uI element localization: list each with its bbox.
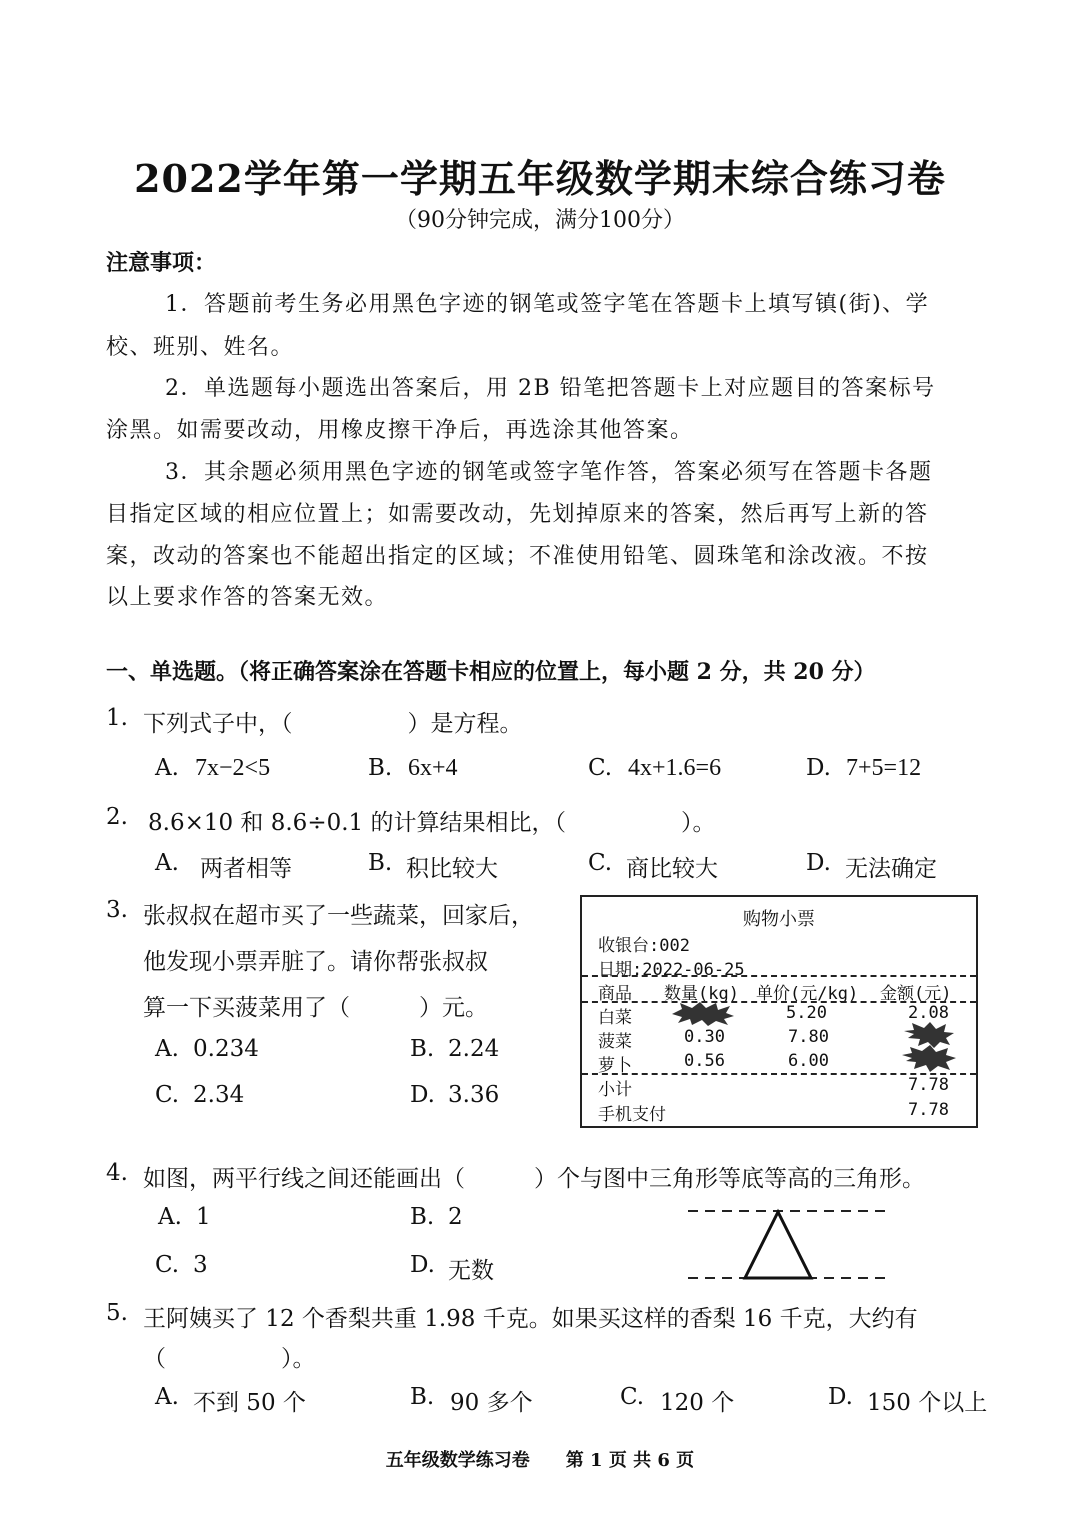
- receipt-item-price: 6.00: [788, 1051, 829, 1071]
- question-text: 王阿姨买了 12 个香梨共重 1.98 千克。如果买这样的香梨 16 千克，大约有: [143, 1306, 918, 1332]
- option-text: 7x−2<5: [195, 755, 271, 781]
- notice-line: 以上要求作答的答案无效。: [106, 585, 389, 610]
- option-label: B.: [410, 1036, 435, 1062]
- option-text: 1: [196, 1204, 211, 1230]
- option-label: B.: [368, 850, 393, 876]
- receipt-item-price: 5.20: [786, 1003, 827, 1023]
- notice-line: 案，改动的答案也不能超出指定的区域；不准使用铅笔、圆珠笔和涂改液。不按: [106, 544, 929, 569]
- receipt-item-name: 菠菜: [598, 1032, 632, 1052]
- question-text: 如图，两平行线之间还能画出（ ）个与图中三角形等底等高的三角形。: [143, 1166, 925, 1192]
- receipt-header: 数量(kg): [664, 984, 739, 1004]
- option-label: A.: [158, 1204, 182, 1230]
- option-text: 商比较大: [626, 856, 718, 882]
- notice-line: 1．答题前考生务必用黑色字迹的钢笔或签字笔在答题卡上填写镇(街)、学: [165, 292, 930, 317]
- receipt-header: 商品: [598, 984, 632, 1004]
- option-label: D.: [806, 755, 831, 781]
- page-footer: 五年级数学练习卷 第 1 页 共 6 页: [385, 1450, 695, 1471]
- question-number: 5.: [106, 1300, 128, 1326]
- option-label: A.: [155, 1036, 179, 1062]
- receipt-date: 日期:2022-06-25: [598, 960, 745, 980]
- question-text: 他发现小票弄脏了。请你帮张叔叔: [143, 949, 488, 975]
- receipt-item-qty: 0.30: [684, 1027, 725, 1047]
- option-label: B.: [368, 755, 393, 781]
- option-label: C.: [620, 1384, 645, 1410]
- question-number: 3.: [106, 897, 128, 923]
- receipt-subtotal: 7.78: [908, 1075, 949, 1095]
- receipt-header: 金额(元): [880, 984, 952, 1004]
- receipt-subtotal-label: 小计: [598, 1080, 632, 1100]
- option-text: 2.24: [448, 1036, 500, 1062]
- option-label: C.: [588, 850, 613, 876]
- notice-line: 目指定区域的相应位置上；如需要改动，先划掉原来的答案，然后再写上新的答: [106, 502, 929, 527]
- receipt-item-qty: 0.56: [684, 1051, 725, 1071]
- receipt-header: 单价(元/kg): [756, 984, 859, 1004]
- option-label: D.: [828, 1384, 853, 1410]
- receipt-item-name: 白菜: [598, 1008, 632, 1028]
- option-text: 3: [193, 1252, 208, 1278]
- option-text: 积比较大: [406, 856, 498, 882]
- question-text: 8.6×10 和 8.6÷0.1 的计算结果相比，（ ）。: [148, 810, 716, 836]
- option-label: D.: [410, 1252, 435, 1278]
- question-text: 张叔叔在超市买了一些蔬菜，回家后，: [143, 903, 534, 929]
- option-text: 无法确定: [845, 856, 937, 882]
- notice-line: 涂黑。如需要改动，用橡皮擦干净后，再选涂其他答案。: [106, 418, 694, 443]
- question-text: （ ）。: [143, 1346, 316, 1372]
- option-label: C.: [155, 1252, 180, 1278]
- notice-line: 3．其余题必须用黑色字迹的钢笔或签字笔作答，答案必须写在答题卡各题: [165, 460, 933, 485]
- receipt-item-name: 萝卜: [598, 1056, 632, 1076]
- option-text: 7+5=12: [846, 755, 922, 781]
- option-text: 6x+4: [408, 755, 458, 781]
- option-label: D.: [410, 1082, 435, 1108]
- option-text: 无数: [448, 1258, 494, 1284]
- option-text: 150 个以上: [867, 1390, 988, 1416]
- question-number: 1.: [106, 705, 128, 731]
- receipt-item-price: 7.80: [788, 1027, 829, 1047]
- option-text: 两者相等: [200, 856, 292, 882]
- option-text: 2: [448, 1204, 463, 1230]
- receipt-payment-label: 手机支付: [598, 1105, 666, 1125]
- option-text: 120 个: [660, 1390, 735, 1416]
- page-subtitle: （90分钟完成，满分100分）: [395, 208, 685, 233]
- receipt-title: 购物小票: [743, 909, 815, 930]
- section-heading: 一、单选题。（将正确答案涂在答题卡相应的位置上，每小题 2 分，共 20 分）: [106, 659, 876, 685]
- notice-line: 2．单选题每小题选出答案后，用 2B 铅笔把答题卡上对应题目的答案标号: [165, 376, 936, 401]
- option-text: 4x+1.6=6: [628, 755, 722, 781]
- option-label: D.: [806, 850, 831, 876]
- ink-stain-icon: [900, 1021, 958, 1073]
- option-label: C.: [588, 755, 613, 781]
- notice-line: 校、班别、姓名。: [106, 335, 295, 360]
- option-text: 90 多个: [450, 1390, 533, 1416]
- option-label: B.: [410, 1384, 435, 1410]
- receipt-cashier: 收银台:002: [598, 936, 690, 956]
- receipt-divider: [582, 975, 976, 977]
- page-title: 2022学年第一学期五年级数学期末综合练习卷: [134, 156, 946, 201]
- option-text: 不到 50 个: [193, 1390, 306, 1416]
- question-text: 下列式子中，（ ）是方程。: [143, 711, 523, 737]
- question-number: 4.: [106, 1160, 128, 1186]
- option-label: A.: [155, 755, 179, 781]
- question-text: 算一下买菠菜用了（ ）元。: [143, 995, 488, 1021]
- option-text: 3.36: [448, 1082, 500, 1108]
- question-number: 2.: [106, 804, 128, 830]
- shopping-receipt: [580, 895, 978, 1128]
- option-text: 2.34: [193, 1082, 245, 1108]
- receipt-item-amount: 2.08: [908, 1003, 949, 1023]
- option-label: A.: [155, 1384, 179, 1410]
- parallel-lines-triangle-figure: [680, 1200, 890, 1286]
- notice-heading: 注意事项：: [106, 250, 217, 276]
- option-text: 0.234: [193, 1036, 259, 1062]
- option-label: C.: [155, 1082, 180, 1108]
- option-label: B.: [410, 1204, 435, 1230]
- ink-stain-icon: [670, 1001, 736, 1027]
- option-label: A.: [155, 850, 179, 876]
- receipt-payment: 7.78: [908, 1100, 949, 1120]
